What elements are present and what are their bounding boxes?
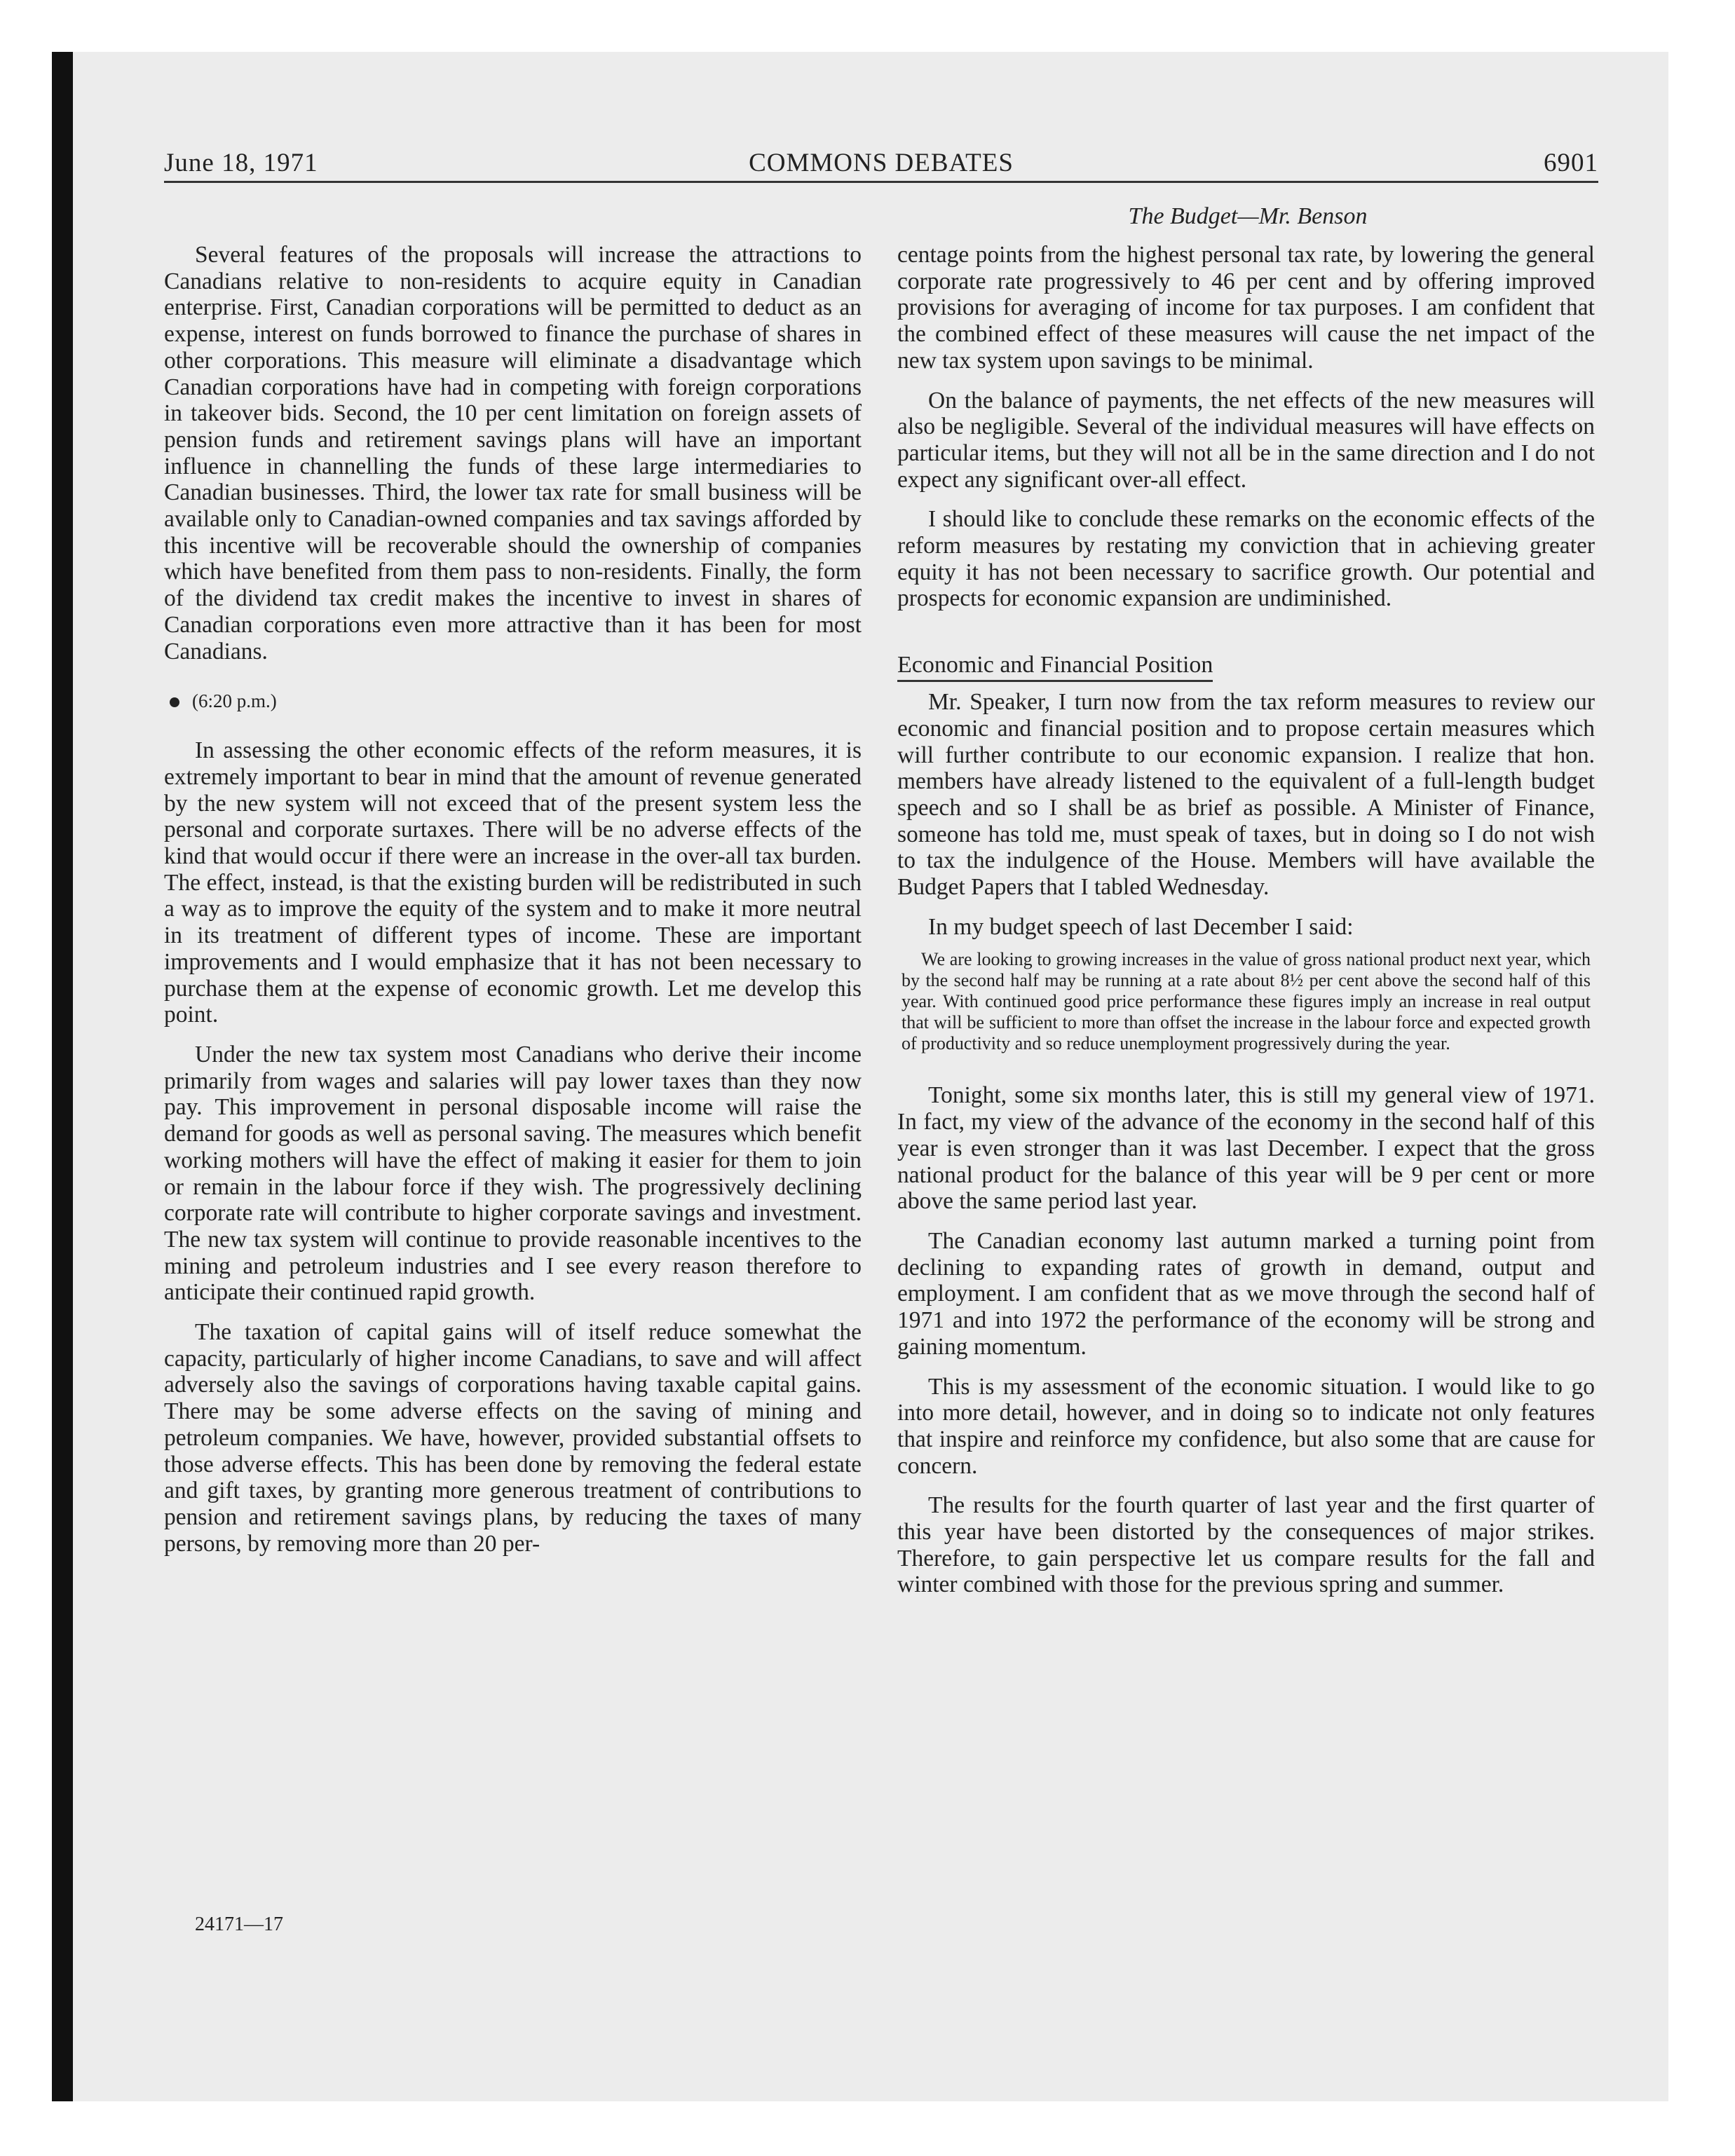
right-paragraph-5: In my budget speech of last December I said:: [928, 913, 1354, 940]
right-paragraph-6: Tonight, some six months later, this is still my general view of 1971. In fact, my view of the advance of the economy in the second half of this year is even stronger than it was last December. I expect that the gross national product for the balance of this year will be 9 per cent or more above the same period last year.: [897, 1082, 1595, 1215]
bullet-icon: [170, 697, 179, 707]
right-paragraph-8: This is my assessment of the economic situation. I would like to go into more detail, however, and in doing so to indicate not only features that inspire and reinforce my confidence, but also some that are cause for concern.: [897, 1373, 1595, 1479]
scan-edge-bar: [52, 52, 73, 2101]
right-paragraph-1: centage points from the highest personal tax rate, by lowering the general corporate rate progressively to 46 per cent and by offering improved provisions for averaging of income for tax purposes. I am confident that the combined effect of these measures will cause the net impact of the new tax system upon savings to be minimal.: [897, 242, 1595, 374]
left-column: [164, 242, 862, 1570]
section-heading: Economic and Financial Position: [897, 652, 1213, 682]
header-date: June 18, 1971: [164, 149, 318, 177]
footer-code: 24171—17: [195, 1913, 283, 1935]
right-paragraph-2: On the balance of payments, the net effects of the new measures will also be negligible. Several of the individual measures will have effects on particular items, but they will not all be in the same direction and I do not expect any significant over-all effect.: [897, 387, 1595, 493]
header-page-number: 6901: [1544, 149, 1598, 177]
left-paragraph-1: Several features of the proposals will increase the attractions to Canadians relative to non-residents to acquire equity in Canadian enterprise. First, Canadian corporations will be permitted to deduct as an expense, interest on funds borrowed to finance the purchase of shares in other corporations. This measure will eliminate a disadvantage which Canadian corporations have had in competing with foreign corporations in takeover bids. Second, the 10 per cent limitation on foreign assets of pension funds and retirement savings plans will have an important influence in channelling the funds of these large intermediaries to Canadian businesses. Third, the lower tax rate for small business will be available only to Canadian-owned companies and tax savings afforded by this incentive will be recoverable should the ownership of companies which have benefited from them pass to non-residents. Finally, the form of the dividend tax credit makes the incentive to invest in shares of Canadian corporations even more attractive than it has been for most Canadians.: [164, 242, 862, 664]
right-paragraph-4: Mr. Speaker, I turn now from the tax reform measures to review our economic and financial position and to propose certain measures which will further contribute to our economic expansion. I realize that hon. members have already listened to the equivalent of a full-length budget speech and so I shall be as brief as possible. A Minister of Finance, someone has told me, must speak of taxes, but in doing so I do not wish to tax the indulgence of the House. Members will have available the Budget Papers that I tabled Wednesday.: [897, 689, 1595, 901]
running-head: The Budget—Mr. Benson: [1128, 203, 1368, 229]
right-paragraph-9: The results for the fourth quarter of last year and the first quarter of this year have been distorted by the consequences of major strikes. Therefore, to gain perspective let us compare results for the fall and winter combined with those for the previous spring and summer.: [897, 1492, 1595, 1598]
left-paragraph-2: In assessing the other economic effects of the reform measures, it is extremely important to bear in mind that the amount of revenue generated by the new system will not exceed that of the present system less the personal and corporate surtaxes. There will be no adverse effects of the kind that would occur if there were an increase in the over-all tax burden. The effect, instead, is that the existing burden will be redistributed in such a way as to improve the equity of the system and to make it more neutral in its treatment of different types of income. These are important improvements and I would emphasize that it has not been necessary to purchase them at the expense of economic growth. Let me develop this point.: [164, 737, 862, 1028]
right-paragraph-7: The Canadian economy last autumn marked a turning point from declining to expanding rates of growth in demand, output and employment. I am confident that as we move through the second half of 1971 and into 1972 the performance of the economy will be strong and gaining momentum.: [897, 1227, 1595, 1360]
block-quote: We are looking to growing increases in the value of gross national product next year, which by the second half may be running at a rate about 8½ per cent above the second half of this year. With continued good price performance these figures imply an increase in real output that will be sufficient to more than offset the increase in the labour force and expected growth of productivity and so reduce unemployment progressively during the year.: [901, 949, 1591, 1054]
page-header: [164, 142, 1598, 183]
header-title: COMMONS DEBATES: [749, 149, 1014, 177]
time-marker-text: (6:20 p.m.): [192, 690, 277, 712]
left-paragraph-4: The taxation of capital gains will of itself reduce somewhat the capacity, particularly of higher income Canadians, to save and will affect adversely also the savings of corporations having taxable capital gains. There may be some adverse effects on the saving of mining and petroleum companies. We have, however, provided substantial offsets to those adverse effects. This has been done by removing the federal estate and gift taxes, by granting more generous treatment of contributions to pension and retirement savings plans, by reducing the taxes of many persons, by removing more than 20 per-: [164, 1319, 862, 1557]
right-paragraph-3: I should like to conclude these remarks on the economic effects of the reform measures by restating my conviction that in achieving greater equity it has not been necessary to sacrifice growth. Our potential and prospects for economic expansion are undiminished.: [897, 506, 1595, 612]
left-paragraph-3: Under the new tax system most Canadians who derive their income primarily from wages and salaries will pay lower taxes than they now pay. This improvement in personal disposable income will raise the demand for goods as well as personal saving. The measures which benefit working mothers will have the effect of making it easier for them to join or remain in the labour force if they wish. The progressively declining corporate rate will contribute to higher corporate savings and investment. The new tax system will continue to provide reasonable incentives to the mining and petroleum industries and I see every reason therefore to anticipate their continued rapid growth.: [164, 1041, 862, 1306]
time-marker: [164, 690, 862, 712]
right-column: [897, 242, 1595, 1611]
